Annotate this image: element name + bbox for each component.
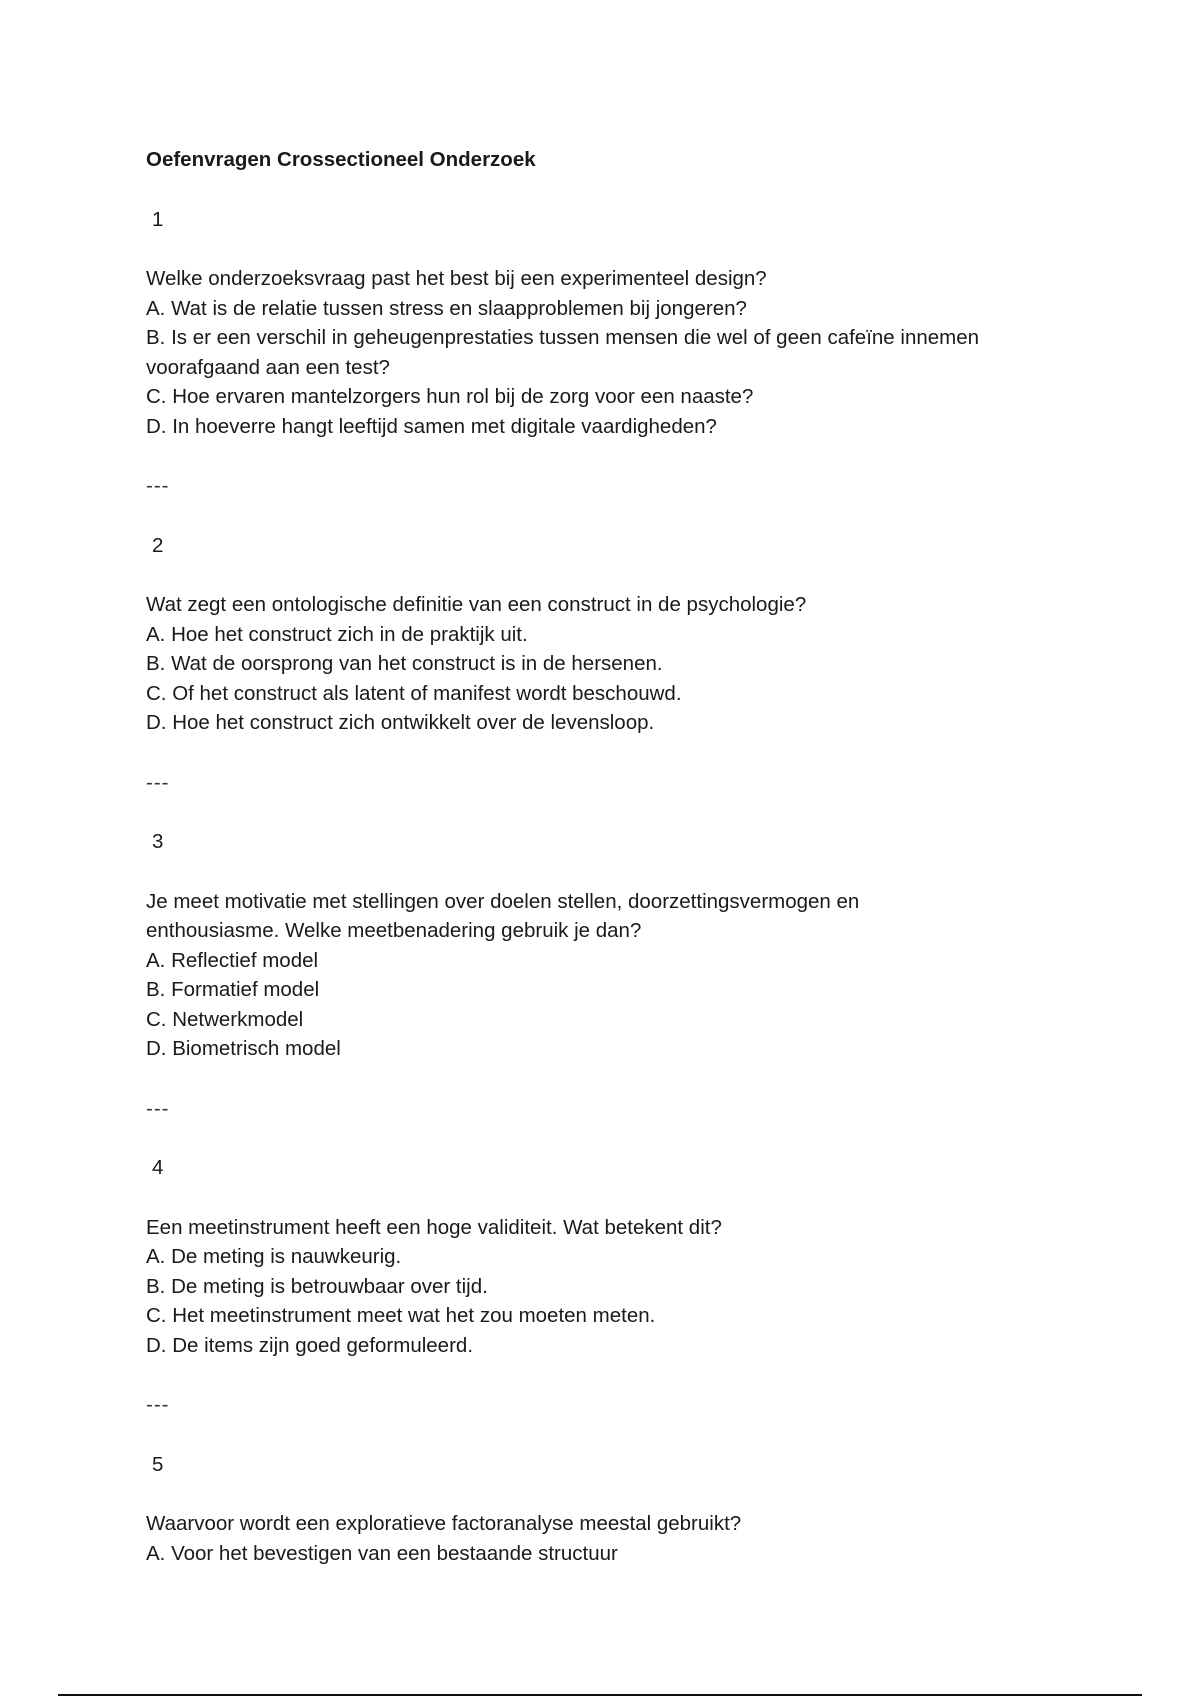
question-number: 3: [152, 830, 164, 853]
answer-option-d: D. Biometrisch model: [146, 1037, 341, 1060]
answer-option-d: D. De items zijn goed geformuleerd.: [146, 1333, 474, 1357]
question-1: [146, 205, 1106, 442]
section-separator: ---: [146, 1096, 170, 1120]
question-number: 4: [152, 1156, 164, 1179]
page-bottom-rule: [58, 1694, 1142, 1696]
question-2: [146, 531, 1106, 738]
answer-option-b: B. Is er een verschil in geheugenprestaties tussen mensen die wel of geen cafeïne innemen voorafgaand aan een test?: [146, 326, 980, 379]
answer-option-a: A. Hoe het construct zich in de praktijk uit.: [146, 622, 528, 646]
answer-option-d: D. Hoe het construct zich ontwikkelt over de levensloop.: [146, 711, 655, 734]
answer-option-a: A. Wat is de relatie tussen stress en slaapproblemen bij jongeren?: [146, 296, 747, 320]
answer-option-c: C. Netwerkmodel: [146, 1007, 304, 1031]
question-number: 2: [152, 533, 164, 557]
answer-option-c: C. Of het construct als latent of manifest wordt beschouwd.: [146, 681, 682, 705]
document-page: [146, 145, 1106, 1568]
question-number: 1: [152, 207, 164, 231]
question-text: Wat zegt een ontologische definitie van een construct in de psychologie?: [146, 593, 807, 616]
question-text: Waarvoor wordt een exploratieve factoranalyse meestal gebruikt?: [146, 1512, 742, 1535]
question-5: [146, 1450, 1106, 1569]
section-separator: ---: [146, 1393, 170, 1416]
answer-option-c: C. Hoe ervaren mantelzorgers hun rol bij de zorg voor een naaste?: [146, 385, 754, 408]
answer-option-a: A. Reflectief model: [146, 948, 319, 972]
section-separator: ---: [146, 474, 170, 497]
question-number: 5: [152, 1452, 164, 1476]
answer-option-b: B. Wat de oorsprong van het construct is in de hersenen.: [146, 652, 663, 675]
answer-option-c: C. Het meetinstrument meet wat het zou moeten meten.: [146, 1304, 656, 1327]
question-text: Een meetinstrument heeft een hoge validiteit. Wat betekent dit?: [146, 1215, 722, 1239]
question-text: Je meet motivatie met stellingen over doelen stellen, doorzettingsvermogen en enthousiasme. Welke meetbenadering gebruik je dan?: [146, 889, 860, 942]
answer-option-a: A. De meting is nauwkeurig.: [146, 1245, 402, 1268]
question-4: [146, 1153, 1106, 1360]
answer-option-b: B. De meting is betrouwbaar over tijd.: [146, 1274, 488, 1298]
section-separator: ---: [146, 770, 170, 794]
document-title: Oefenvragen Crossectioneel Onderzoek: [146, 148, 536, 171]
question-text: Welke onderzoeksvraag past het best bij een experimenteel design?: [146, 267, 767, 290]
question-3: [146, 827, 1106, 1064]
answer-option-d: D. In hoeverre hangt leeftijd samen met digitale vaardigheden?: [146, 414, 717, 438]
answer-option-b: B. Formatief model: [146, 978, 320, 1001]
answer-option-a: A. Voor het bevestigen van een bestaande structuur: [146, 1541, 618, 1565]
